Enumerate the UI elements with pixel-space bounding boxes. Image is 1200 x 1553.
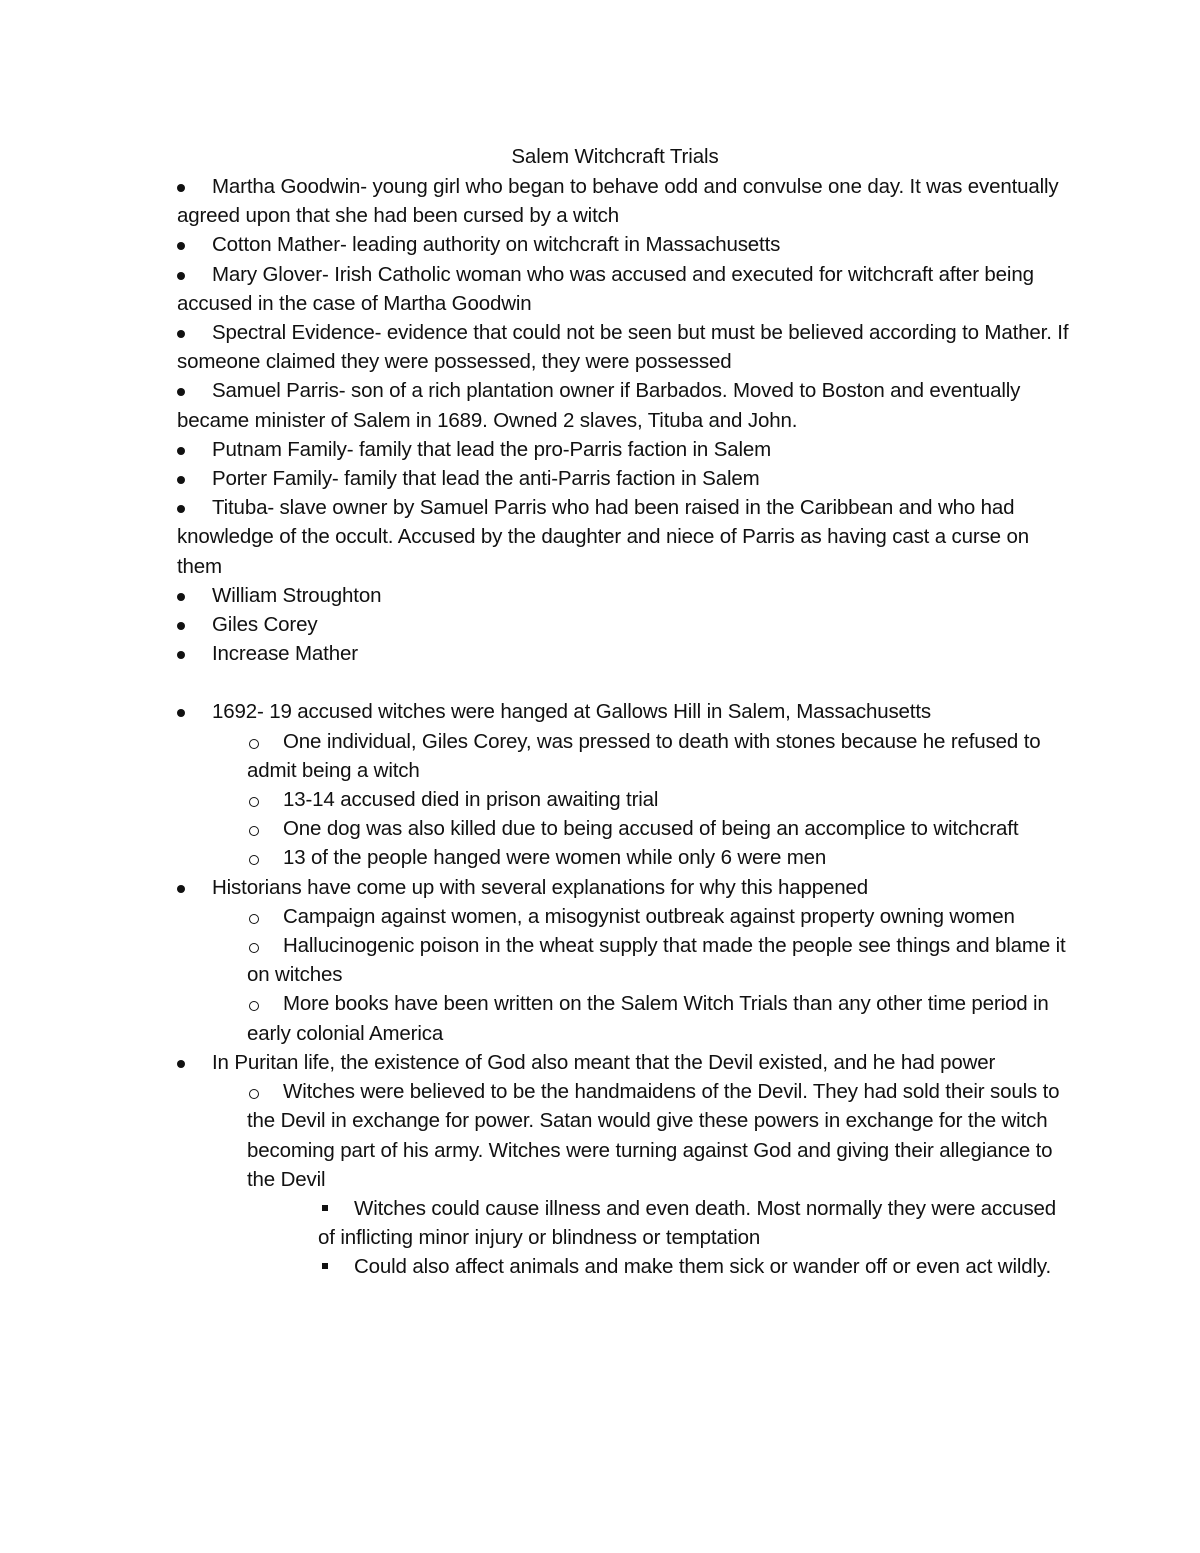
bullet-item: Martha Goodwin- young girl who began to behave odd and convulse one day. It was eventually agreed upon that she had been cursed by a witch — [177, 172, 1077, 230]
bullet-item: Tituba- slave owner by Samuel Parris who had been raised in the Caribbean and who had knowledge of the occult. Accused by the daughter and niece of Parris as having cast a curse on them — [177, 493, 1077, 581]
sub-bullet-item: Hallucinogenic poison in the wheat supply that made the people see things and blame it on witches — [177, 931, 1077, 989]
sub-sub-bullet-item: Witches could cause illness and even death. Most normally they were accused of inflicting minor injury or blindness or temptation — [177, 1194, 1077, 1252]
blank-line — [177, 668, 1077, 697]
sub-bullet-item: Campaign against women, a misogynist outbreak against property owning women — [177, 902, 1077, 931]
sub-bullet-item: Witches were believed to be the handmaidens of the Devil. They had sold their souls to the Devil in exchange for power. Satan would give these powers in exchange for the witch becoming part of his army. Witches were turning against God and giving their allegiance to the Devil — [177, 1077, 1077, 1194]
bullet-item: William Stroughton — [177, 581, 1077, 610]
document-body — [177, 172, 1077, 1282]
bullet-item: Cotton Mather- leading authority on witchcraft in Massachusetts — [177, 230, 1077, 259]
bullet-item: Mary Glover- Irish Catholic woman who was accused and executed for witchcraft after being accused in the case of Martha Goodwin — [177, 260, 1077, 318]
sub-sub-bullet-item: Could also affect animals and make them sick or wander off or even act wildly. — [177, 1252, 1077, 1281]
bullet-item: Giles Corey — [177, 610, 1077, 639]
bullet-item: Spectral Evidence- evidence that could not be seen but must be believed according to Mather. If someone claimed they were possessed, they were possessed — [177, 318, 1077, 376]
sub-bullet-item: 13 of the people hanged were women while only 6 were men — [177, 843, 1077, 872]
bullet-item: Porter Family- family that lead the anti-Parris faction in Salem — [177, 464, 1077, 493]
document-title: Salem Witchcraft Trials — [511, 145, 719, 168]
bullet-item: In Puritan life, the existence of God also meant that the Devil existed, and he had power — [177, 1048, 1077, 1077]
sub-bullet-item: More books have been written on the Salem Witch Trials than any other time period in early colonial America — [177, 989, 1077, 1047]
bullet-item: Historians have come up with several explanations for why this happened — [177, 873, 1077, 902]
bullet-item: Putnam Family- family that lead the pro-Parris faction in Salem — [177, 435, 1077, 464]
sub-bullet-item: One dog was also killed due to being accused of being an accomplice to witchcraft — [177, 814, 1077, 843]
bullet-item: Samuel Parris- son of a rich plantation owner if Barbados. Moved to Boston and eventually became minister of Salem in 1689. Owned 2 slaves, Tituba and John. — [177, 376, 1077, 434]
sub-bullet-item: One individual, Giles Corey, was pressed to death with stones because he refused to admit being a witch — [177, 727, 1077, 785]
sub-bullet-item: 13-14 accused died in prison awaiting trial — [177, 785, 1077, 814]
bullet-item: Increase Mather — [177, 639, 1077, 668]
bullet-item: 1692- 19 accused witches were hanged at Gallows Hill in Salem, Massachusetts — [177, 697, 1077, 726]
